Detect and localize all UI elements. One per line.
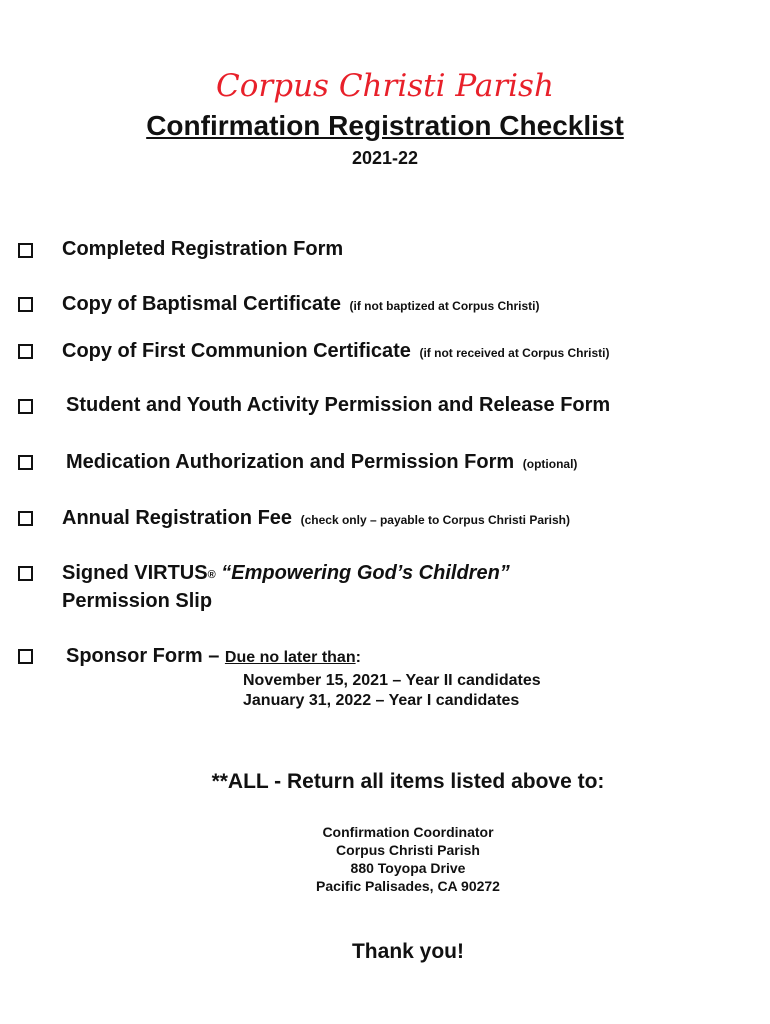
checklist-item-note: (check only – payable to Corpus Christi Parish): [300, 513, 570, 527]
checkbox-virtus-permission[interactable]: [18, 566, 33, 581]
parish-name: Corpus Christi Parish: [216, 68, 554, 104]
address-line-2: Corpus Christi Parish: [336, 842, 480, 858]
checkbox-first-communion-certificate[interactable]: [18, 344, 33, 359]
checklist-item-first-communion-certificate: [62, 340, 610, 363]
checklist-item-label: Medication Authorization and Permission Form: [66, 451, 515, 473]
checkbox-medication-authorization[interactable]: [18, 455, 33, 470]
checklist-item-label: Annual Registration Fee: [62, 507, 293, 529]
checklist-item-registration-form: [62, 238, 343, 261]
due-label: Due no later than: [224, 649, 356, 666]
closing-message: Thank you!: [351, 940, 464, 963]
checklist-item-note: (if not received at Corpus Christi): [419, 346, 610, 360]
page-title: Confirmation Registration Checklist: [146, 110, 624, 141]
checklist-item-label: Sponsor Form –: [66, 645, 220, 667]
due-date-year-1: January 31, 2022 – Year I candidates: [243, 692, 520, 709]
checkbox-registration-fee[interactable]: [18, 511, 33, 526]
checklist-item-label: Completed Registration Form: [62, 238, 344, 260]
program-name: “Empowering God’s Children”: [221, 562, 510, 584]
checklist-item-registration-fee: [62, 507, 570, 530]
address-line-1: Confirmation Coordinator: [322, 824, 494, 840]
checklist-item-baptismal-certificate: [62, 293, 540, 316]
checkbox-registration-form[interactable]: [18, 243, 33, 258]
checklist-item-virtus-line2: Permission Slip: [62, 590, 213, 612]
checklist-item-label: Signed VIRTUS: [62, 562, 208, 584]
checklist-item-medication-authorization: [66, 451, 577, 474]
school-year: 2021-22: [351, 148, 419, 168]
checklist-item-note: (optional): [522, 457, 578, 471]
checklist-item-label: Copy of Baptismal Certificate: [62, 293, 341, 315]
due-date-year-2: November 15, 2021 – Year II candidates: [243, 672, 541, 689]
address-line-3: 880 Toyopa Drive: [350, 860, 466, 876]
checklist-item-virtus-permission: [62, 562, 510, 585]
registered-mark: ®: [207, 569, 216, 581]
due-colon: :: [355, 649, 361, 666]
address-line-4: Pacific Palisades, CA 90272: [316, 878, 500, 894]
checklist-item-label: Student and Youth Activity Permission and Release Form: [66, 394, 611, 416]
checklist-item-sponsor-form: [66, 645, 361, 668]
return-instructions: **ALL - Return all items listed above to:: [211, 770, 605, 793]
checkbox-sponsor-form[interactable]: [18, 649, 33, 664]
checklist-item-activity-permission: [66, 394, 610, 417]
checkbox-baptismal-certificate[interactable]: [18, 297, 33, 312]
checklist-item-label: Copy of First Communion Certificate: [62, 340, 411, 362]
checkbox-activity-permission[interactable]: [18, 399, 33, 414]
checklist-item-note: (if not baptized at Corpus Christi): [349, 299, 540, 313]
